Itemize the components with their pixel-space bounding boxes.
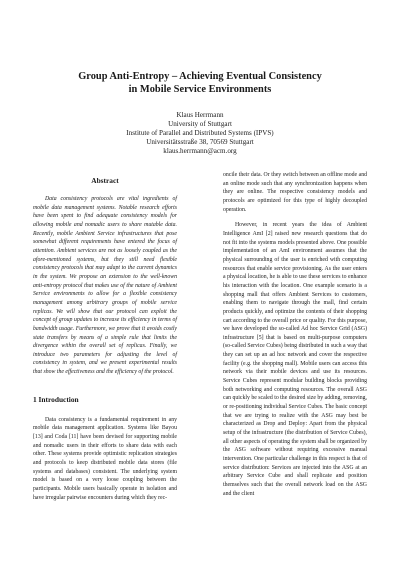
author-email: klaus.herrmann@acm.org — [163, 146, 237, 155]
right-column — [223, 171, 367, 498]
abstract-text: Data consistency protocols are vital ingredients of mobile data management systems. Notable research efforts have been spent to find adequate consistency models for allowing mobile and nomadic users to share mutable data. Recently, mobile Ambient Service infrastructures that pose somewhat different requirements have entered the focus of attention. Ambient services are not as loosely coupled as the afore-mentioned systems, but they still need flexible consistency protocols that may adapt to the current dynamics in the system. We propose an extension to the well-known anti-entropy protocol that makes use of the nature of Ambient Service environments to allow for a flexible consistency management among arbitrary groups of mobile service replicas. We will show that our protocol can exploit the concept of group updates to increase its efficiency in terms of bandwidth usage. Furthermore, we prove that it avoids costly state transfers by means of a simple rule that limits the divergence within the overall set of replicas. Finally, we introduce two parameters for adjusting the level of consistency in system, and we present experimental results that show the effectiveness and the efficiency of the protocol. — [33, 196, 177, 376]
intro-paragraph: Data consistency is a fundamental requirement in any mobile data management application. Systems like Bayou [13] and Coda [11] have been devised for supporting mobile and nomadic users in their efforts to share data with each other. These systems provide optimistic replication strategies and protocols to keep distributed mobile data stores (file systems and databases) consistent. The underlying system model is based on a very loose coupling between the participants. Mobile users basically operate in isolation and have irregular pairwise encounters during which they rec- — [33, 416, 177, 501]
author-block — [40, 111, 360, 156]
right-paragraph-2: However, in recent years the idea of Ambient Intelligence AmI [2] raised new research questions that do not fit into the systems models presented above. One possible implementation of an AmI environment assumes that the physical surrounding of the user is enriched with computing resources that enable service provisioning. As the user enters a physical location, he is able to use these services to enhance his interaction with the location. One example scenario is a shopping mall that offers Ambient Services to customers, enabling them to navigate through the mall, find certain products quickly, and optimize the contents of their shopping cart according to the overall price or quality. For this purpose, we have developed the so-called Ad hoc Service Grid (ASG) infrastructure [5] that is based on multi-purpose computers (so-called Service Cubes) being distributed in such a way that they can set up an ad hoc network and cover the respective facility (e.g. the shopping mall). Mobile users can access this network via their mobile devices and use its resources. Service Cubes represent modular building blocks providing both networking and computing resources. The overall ASG can quickly be scaled to the desired size by adding, removing, or re-positioning individual Service Cubes. The basic concept that we are trying to realize with the ASG may best be characterized as Drop and Deploy: Apart from the physical setup of the infrastructure (the distribution of Service Cubes), all other aspects of operating the system shall be organized by the ASG software without requiring excessive manual intervention. One particular challenge in this respect is that of service distribution: Services are injected into the ASG at an arbitrary Service Cube and shall replicate and position themselves such that the overall network load on the ASG and the client — [223, 222, 367, 497]
abstract-heading: Abstract — [91, 176, 119, 185]
author-university: University of Stuttgart — [168, 119, 232, 128]
left-column — [33, 176, 177, 502]
author-institute: Institute of Parallel and Distributed Systems (IPVS) — [126, 128, 274, 137]
author-name: Klaus Herrmann — [176, 111, 224, 119]
author-address: Universitätsstraße 38, 70569 Stuttgart — [146, 137, 254, 146]
intro-heading: 1 Introduction — [33, 394, 79, 404]
right-paragraph-1: oncile their data. Or they switch between an offline mode and an online mode such that any synchronization happens when they are online. The respective consistency models and protocols are optimized for this type of highly decoupled operation. — [223, 172, 367, 213]
title-line-2: in Mobile Service Environments — [128, 84, 272, 95]
paper-title — [40, 70, 360, 96]
title-line-1: Group Anti-Entropy – Achieving Eventual Consistency — [78, 71, 322, 82]
